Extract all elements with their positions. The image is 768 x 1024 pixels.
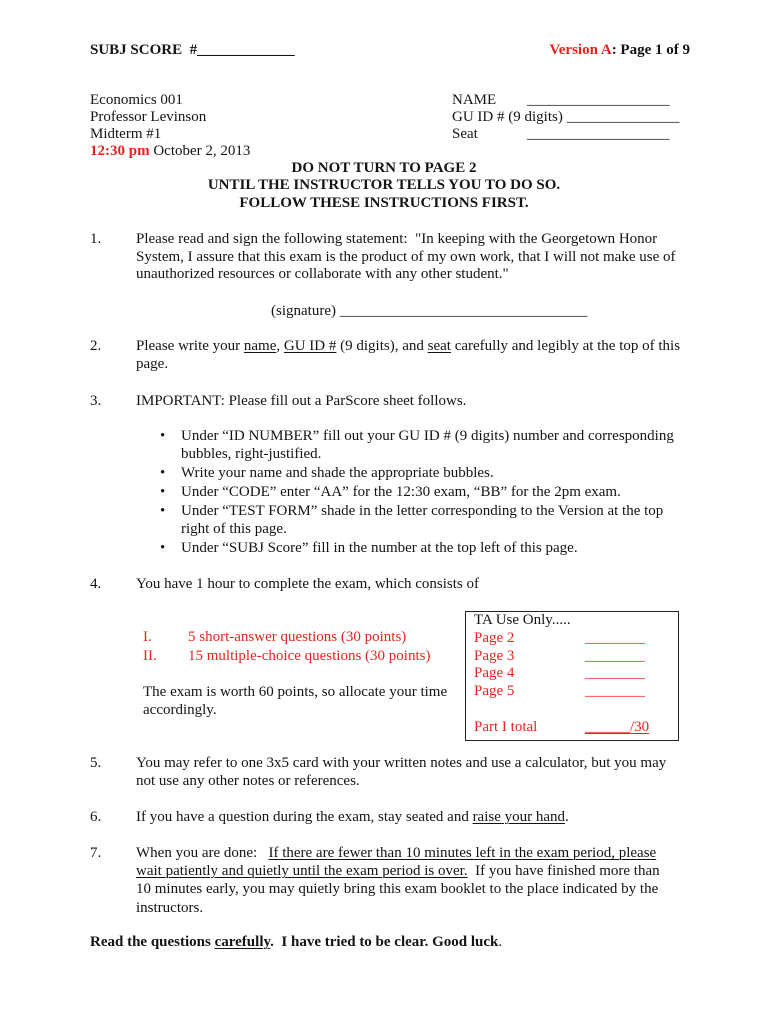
underlined-seat: seat [427, 338, 451, 354]
ta-row-label: Page 3 [474, 647, 515, 664]
part-numeral: I. [143, 629, 152, 645]
closing-line [90, 933, 502, 951]
ta-row-blank: ________ [585, 665, 645, 682]
bullet-icon [160, 427, 168, 445]
parscore-bullet [181, 483, 621, 501]
exam-date: October 2, 2013 [149, 143, 251, 159]
field-blank: _______________ [566, 109, 680, 125]
ta-row [474, 683, 649, 701]
ta-row-blank: ________ [585, 629, 645, 646]
gu-id-field [452, 109, 679, 126]
part-numeral: II. [143, 648, 157, 664]
signature-line [271, 302, 587, 320]
exam-datetime [90, 143, 250, 160]
field-blank: ___________________ [527, 126, 670, 142]
field-label: GU ID # (9 digits) [452, 109, 563, 125]
exam-part-2 [143, 647, 157, 665]
part-description: 15 multiple-choice questions (30 points) [188, 648, 431, 664]
instruction-5 [90, 754, 666, 790]
instruction-number: 5. [90, 755, 102, 771]
bullet-line: right of this page. [181, 521, 287, 537]
instruction-line: You have 1 hour to complete the exam, which consists of [136, 576, 480, 592]
instruction-text: , [276, 338, 284, 354]
instruction-1 [90, 231, 676, 284]
bullet-icon [160, 464, 168, 482]
instruction-number: 3. [90, 393, 102, 409]
parscore-bullet [181, 464, 494, 482]
bullet-line: bubbles, right-justified. [181, 446, 322, 462]
bullet-line: Write your name and shade the appropriate bubbles. [181, 465, 494, 481]
points-note [143, 683, 447, 719]
ta-box-title: TA Use Only..... [474, 612, 571, 628]
underlined-carefully: carefully [214, 934, 271, 950]
ta-row-blank: ________ [585, 647, 645, 664]
course-info [90, 92, 250, 160]
note-line: The exam is worth 60 points, so allocate your time [143, 684, 448, 700]
subj-score-label: SUBJ SCORE #_____________ [90, 42, 295, 58]
field-label: Seat [452, 126, 478, 142]
ta-total-blank: ______/30 [585, 718, 650, 735]
instruction-line: page. [136, 355, 169, 372]
instruction-number: 4. [90, 576, 102, 592]
part-description: 5 short-answer questions (30 points) [188, 629, 407, 645]
exam-part-2-text [188, 647, 430, 665]
warning-notice [90, 160, 678, 212]
course-name: Economics 001 [90, 92, 183, 108]
warning-line: UNTIL THE INSTRUCTOR TELLS YOU TO DO SO. [207, 177, 561, 194]
ta-row-label: Page 2 [474, 629, 515, 646]
closing-text: Read the questions [90, 934, 215, 950]
seat-field [452, 126, 679, 143]
instruction-text: When you are done: [136, 845, 269, 861]
instruction-line: instructors. [136, 899, 204, 916]
instruction-line: IMPORTANT: Please fill out a ParScore sheet follows. [136, 393, 467, 409]
ta-spacer [474, 701, 649, 719]
ta-row-label: Page 4 [474, 665, 515, 682]
exam-time: 12:30 pm [90, 143, 150, 159]
subj-score-header [90, 41, 295, 59]
ta-total-row [474, 719, 649, 737]
underlined-gu-id: GU ID # [283, 338, 337, 354]
ta-use-only-box [465, 611, 679, 741]
instruction-line [136, 844, 660, 862]
instruction-number: 6. [90, 809, 102, 825]
parscore-bullet [181, 427, 674, 463]
page-number: : Page 1 of 9 [611, 42, 690, 58]
ta-rows [474, 612, 649, 737]
bullet-line: Under “CODE” enter “AA” for the 12:30 exam, “BB” for the 2pm exam. [181, 484, 621, 500]
instruction-line [136, 808, 569, 826]
exam-name: Midterm #1 [90, 126, 162, 142]
instruction-7 [90, 844, 660, 917]
instruction-text: carefully and legibly at the top of this [450, 338, 681, 354]
instruction-2 [90, 338, 680, 373]
warning-line: DO NOT TURN TO PAGE 2 [291, 160, 477, 176]
closing-text: . I have tried to be clear. Good luck [270, 934, 499, 950]
underlined-instruction: wait patiently and quietly until the exam period is over. [136, 863, 468, 880]
ta-row [474, 665, 649, 683]
instruction-6 [90, 808, 569, 826]
instruction-text: . [565, 809, 569, 825]
instruction-line [136, 338, 680, 356]
bullet-line: Under “ID NUMBER” fill out your GU ID # (9 digits) number and corresponding [181, 428, 674, 444]
field-blank: ___________________ [527, 92, 670, 108]
version-page-header [549, 41, 690, 59]
parscore-bullet [181, 502, 663, 538]
student-info-fields [452, 92, 679, 143]
name-field [452, 92, 679, 109]
instruction-line: System, I assure that this exam is the product of my own work, that I will not make use of [136, 248, 676, 265]
warning-line: FOLLOW THESE INSTRUCTIONS FIRST. [239, 194, 529, 211]
instruction-line: 10 minutes early, you may quietly bring this exam booklet to the place indicated by the [136, 881, 659, 898]
version-label: Version A [549, 42, 612, 58]
exam-part-1-text [188, 628, 406, 646]
bullet-icon [160, 483, 168, 501]
instruction-text: Please write your [136, 338, 244, 354]
underlined-raise-hand: raise your hand [472, 809, 566, 825]
bullet-icon [160, 502, 168, 520]
instruction-number: 7. [90, 845, 102, 861]
instruction-line [136, 862, 660, 880]
note-line: accordingly. [143, 702, 217, 718]
instruction-4 [90, 575, 479, 593]
bullet-line: Under “SUBJ Score” fill in the number at the top left of this page. [181, 540, 578, 556]
ta-row [474, 630, 649, 648]
instruction-line: unauthorized resources or collaborate with any other student." [136, 266, 509, 283]
parscore-bullet [181, 539, 578, 557]
instruction-line: not use any other notes or references. [136, 773, 360, 789]
ta-total-label: Part I total [474, 718, 538, 735]
ta-row-label: Page 5 [474, 683, 515, 700]
bullet-icon [160, 539, 168, 557]
ta-row-blank: ________ [585, 683, 645, 700]
instruction-number: 1. [90, 231, 102, 247]
underlined-instruction: If there are fewer than 10 minutes left in the exam period, please [268, 845, 657, 861]
instruction-number: 2. [90, 338, 102, 354]
instruction-text: If you have a question during the exam, stay seated and [136, 809, 473, 825]
instruction-line: Please read and sign the following statement: "In keeping with the Georgetown Honor [136, 231, 658, 247]
instruction-3 [90, 392, 466, 410]
instruction-text: (9 digits), and [336, 338, 428, 354]
professor-name: Professor Levinson [90, 109, 207, 125]
ta-row [474, 648, 649, 666]
underlined-name: name [243, 338, 277, 354]
bullet-line: Under “TEST FORM” shade in the letter corresponding to the Version at the top [181, 503, 664, 519]
field-label: NAME [452, 92, 497, 108]
instruction-text: If you have finished more than [467, 863, 660, 880]
instruction-line: You may refer to one 3x5 card with your written notes and use a calculator, but you may [136, 755, 667, 771]
exam-part-1 [143, 628, 152, 646]
signature-label: (signature) _________________________________ [271, 303, 588, 319]
closing-period: . [498, 934, 503, 950]
